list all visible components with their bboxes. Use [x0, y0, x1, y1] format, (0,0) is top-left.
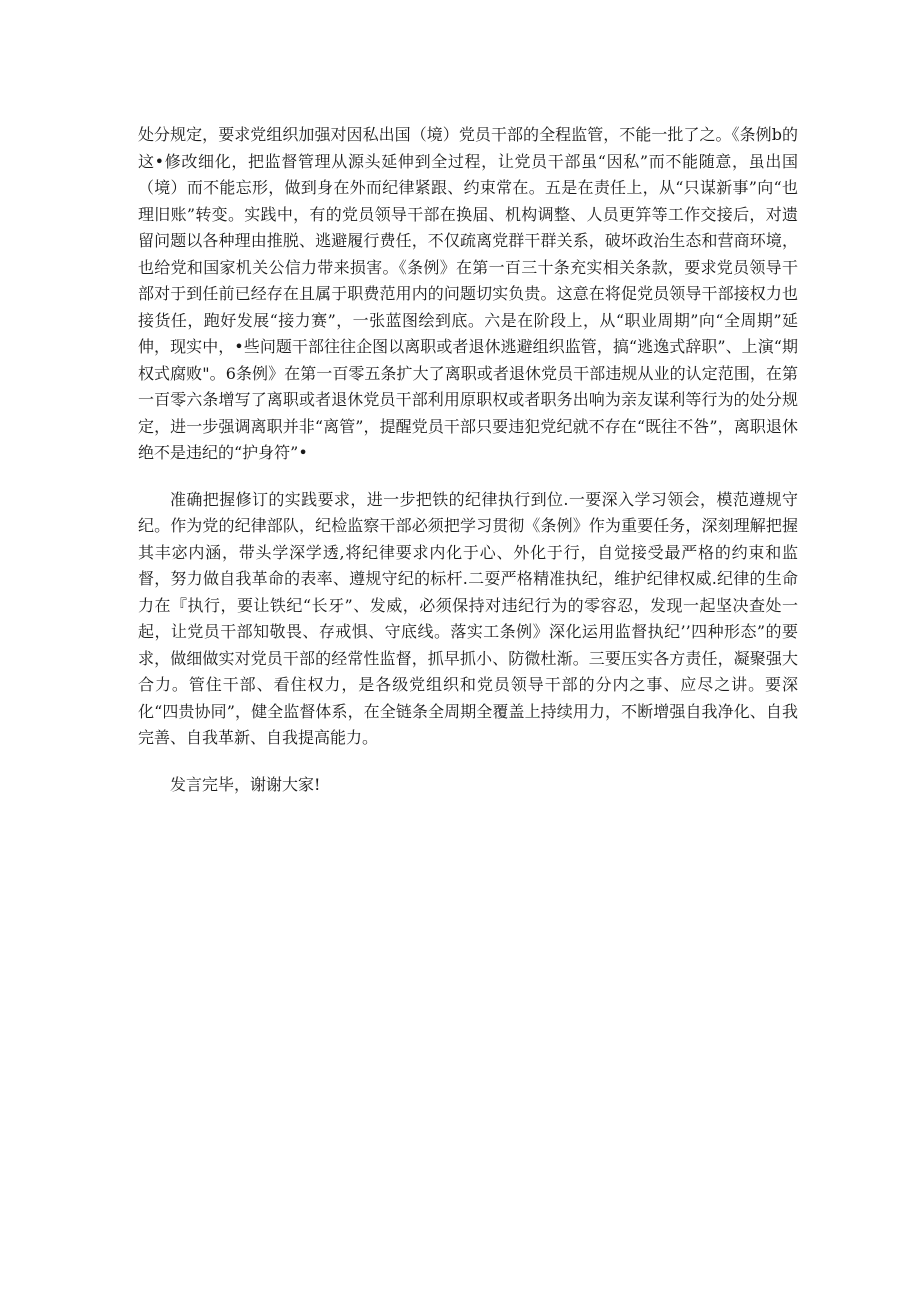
paragraph-discipline-revision: 处分规定，要求党组织加强对因私出国（境）党员干部的全程监管，不能一批了之。《条例b的这•修改细化，把监督管理从源头延伸到全过程，让党员干部虽“因私”而不能随意，虽出国（境）而不能忘形，做到身在外而纪律紧跟、约束常在。五是在责任上，从“只谋新事”向“也理旧账”转变。实践中，有的党员领导干部在换届、机构调整、人员更笄等工作交接后，对遗留问题以各种理由推脱、逃避履行费任，不仅疏离党群干群关系，破坏政治生态和营商环境，也给党和国家机关公信力带来损害。《条例》在第一百三十条充实相关条款，要求党员领导干部对于到任前已经存在且属于职费范用内的问题切实负贵。这意在将促党员领导干部接权力也接货任，跑好发展“接力赛”，一张蓝图绘到底。六是在阶段上，从“职业周期”向“全周期”延伸，现实中，•些问题干部往往企图以离职或者退休逃避组织监管，搞“逃逸式辞职”、上演“期权式腐败"。6条例》在第一百零五条扩大了离职或者退休党员干部违规从业的认定范围，在第一百零六条增写了离职或者退休党员干部利用原职权或者职务出响为亲友谋利等行为的处分规定，进一步强调离职并非“离管”，提醒党员干部只要违犯党纪就不存在“既往不咎”，离职退休绝不是违纪的“护身符”•	[138, 125, 798, 462]
paragraph-practical-requirements: 准确把握修订的实践要求，进一步把铁的纪律执行到位.一要深入学习领会，模范遵规守纪。作为党的纪律部队，纪检监察干部必须把学习贯彻《条例》作为重要任务，深刻理解把握其丰宓内涵，带头学深学透,将纪律要求内化于心、外化于行，自觉接受最严格的约束和监督，努力做自我革命的表率、遵规守纪的标杆.二耍严格精准执纪，维护纪律权威.纪律的生命力在『执行，要让铁纪“长牙”、发威，必须保持对违纪行为的零容忍，发现一起坚决查处一起，让党员干部知敬畏、存戒惧、守底线。落实工条例》深化运用监督执纪’’四种形态”的要求，做细做实对党员干部的经常性监督，抓早抓小、防微杜渐。三要压实各方责任，凝聚强大合力。管住干部、看住权力，是各级党组织和党员领导干部的分内之事、应尽之讲。要深化“四贵协同”，健全监督体系，在全链条全周期全覆盖上持续用力，不断增强自我净化、自我完善、自我革新、自我提高能力。	[138, 489, 798, 747]
paragraph-spacer	[138, 467, 798, 487]
document-page	[138, 122, 798, 798]
paragraph-spacer	[138, 752, 798, 772]
paragraph-closing-remark: 发言完毕，谢谢大家!	[170, 774, 321, 794]
